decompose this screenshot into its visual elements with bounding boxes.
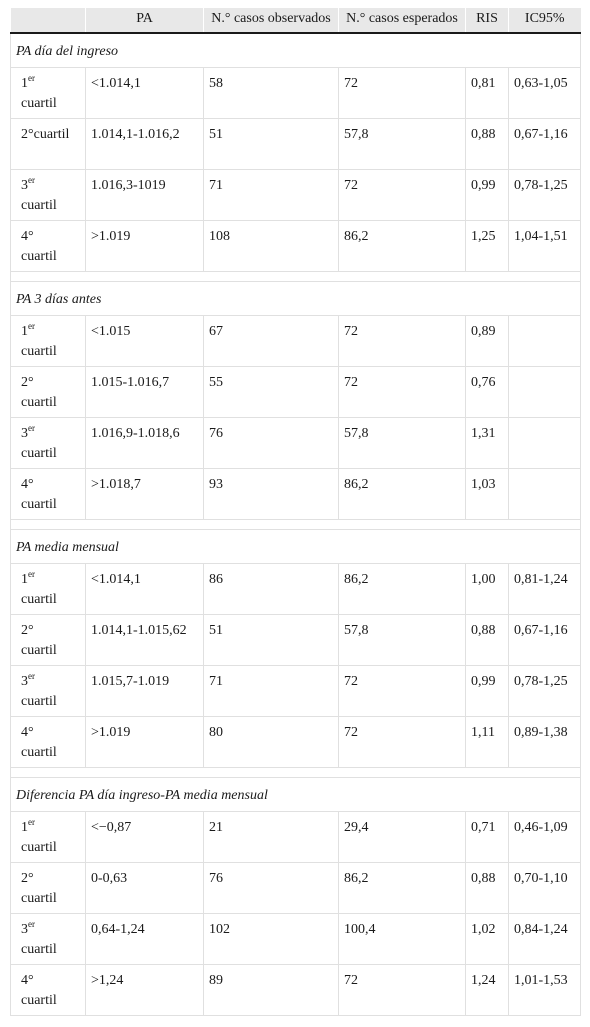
ic95-cell: 0,84-1,24 xyxy=(509,914,581,965)
quartile-cell xyxy=(11,367,86,418)
quartile-label: cuartil xyxy=(21,497,57,512)
pa-range-cell: <1.014,1 xyxy=(86,68,204,119)
ic95-cell: 0,63-1,05 xyxy=(509,68,581,119)
quartile-label: cuartil xyxy=(21,694,57,709)
section-spacer xyxy=(11,520,581,530)
observed-cases-cell: 102 xyxy=(204,914,339,965)
quartile-label: cuartil xyxy=(21,198,57,213)
pa-range-cell: >1.018,7 xyxy=(86,469,204,520)
table-row xyxy=(11,367,581,418)
observed-cases-cell: 51 xyxy=(204,615,339,666)
table-row xyxy=(11,914,581,965)
quartile-ordinal-suffix: er xyxy=(28,321,35,331)
quartile-label: cuartil xyxy=(21,942,57,957)
pa-range-cell: 1.014,1-1.015,62 xyxy=(86,615,204,666)
ris-cell: 1,24 xyxy=(466,965,509,1016)
quartile-number: 3 xyxy=(21,674,28,689)
quartile-ordinal-suffix: er xyxy=(28,569,35,579)
quartile-number: 3 xyxy=(21,922,28,937)
section-spacer xyxy=(11,272,581,282)
table-body xyxy=(11,33,581,1016)
quartile-number: 2° xyxy=(21,623,34,638)
quartile-label: cuartil xyxy=(21,344,57,359)
section-header-row xyxy=(11,33,581,68)
quartile-number: 4° xyxy=(21,725,34,740)
table-row xyxy=(11,863,581,914)
quartile-cell xyxy=(11,717,86,768)
quartile-label: cuartil xyxy=(21,745,57,760)
table-row xyxy=(11,170,581,221)
table-row xyxy=(11,564,581,615)
quartile-ordinal-suffix: er xyxy=(28,73,35,83)
ic95-cell: 1,04-1,51 xyxy=(509,221,581,272)
ris-cell: 0,88 xyxy=(466,119,509,170)
quartile-label: cuartil xyxy=(21,891,57,906)
ic95-cell: 0,81-1,24 xyxy=(509,564,581,615)
expected-cases-cell: 86,2 xyxy=(339,469,466,520)
ris-cell: 0,88 xyxy=(466,615,509,666)
spacer-cell xyxy=(11,520,581,530)
pa-range-cell: >1.019 xyxy=(86,717,204,768)
quartile-label: cuartil xyxy=(21,96,57,111)
observed-cases-cell: 89 xyxy=(204,965,339,1016)
pa-range-cell: >1.019 xyxy=(86,221,204,272)
ris-cell: 0,99 xyxy=(466,666,509,717)
quartile-ordinal-suffix: er xyxy=(28,175,35,185)
section-title: PA día del ingreso xyxy=(11,33,581,68)
observed-cases-cell: 93 xyxy=(204,469,339,520)
ic95-cell xyxy=(509,418,581,469)
quartile-label: cuartil xyxy=(21,395,57,410)
section-title: Diferencia PA día ingreso-PA media mensual xyxy=(11,778,581,812)
table-row xyxy=(11,615,581,666)
pa-range-cell: <−0,87 xyxy=(86,812,204,863)
spacer-cell xyxy=(11,272,581,282)
pa-range-cell: 1.015-1.016,7 xyxy=(86,367,204,418)
ris-cell: 1,31 xyxy=(466,418,509,469)
ic95-cell: 0,67-1,16 xyxy=(509,119,581,170)
ris-cell: 0,88 xyxy=(466,863,509,914)
expected-cases-cell: 86,2 xyxy=(339,221,466,272)
quartile-number: 1 xyxy=(21,572,28,587)
quartile-cell xyxy=(11,119,86,170)
quartile-ordinal-suffix: er xyxy=(28,671,35,681)
quartile-number: 4° xyxy=(21,477,34,492)
ic95-cell: 0,46-1,09 xyxy=(509,812,581,863)
quartile-number: 4° xyxy=(21,973,34,988)
quartile-number: 2° xyxy=(21,871,34,886)
observed-cases-cell: 108 xyxy=(204,221,339,272)
ris-cell: 1,03 xyxy=(466,469,509,520)
quartile-number: 1 xyxy=(21,324,28,339)
quartile-label: cuartil xyxy=(21,446,57,461)
quartile-label: cuartil xyxy=(21,249,57,264)
quartile-cell xyxy=(11,965,86,1016)
section-header-row xyxy=(11,282,581,316)
table-row xyxy=(11,221,581,272)
expected-cases-cell: 72 xyxy=(339,965,466,1016)
ic95-cell: 0,78-1,25 xyxy=(509,170,581,221)
quartile-label: 2°cuartil xyxy=(21,127,70,142)
table-header xyxy=(11,8,581,33)
ris-cell: 1,02 xyxy=(466,914,509,965)
section-title: PA 3 días antes xyxy=(11,282,581,316)
table-row xyxy=(11,812,581,863)
pa-range-cell: 0-0,63 xyxy=(86,863,204,914)
expected-cases-cell: 29,4 xyxy=(339,812,466,863)
quartile-cell xyxy=(11,418,86,469)
ris-cell: 0,76 xyxy=(466,367,509,418)
observed-cases-cell: 55 xyxy=(204,367,339,418)
quartile-cell xyxy=(11,812,86,863)
pa-range-cell: 0,64-1,24 xyxy=(86,914,204,965)
expected-cases-cell: 86,2 xyxy=(339,863,466,914)
quartile-ordinal-suffix: er xyxy=(28,423,35,433)
table-row xyxy=(11,965,581,1016)
ris-cell: 1,00 xyxy=(466,564,509,615)
ic95-cell xyxy=(509,316,581,367)
observed-cases-cell: 71 xyxy=(204,666,339,717)
header-cell-ris: RIS xyxy=(466,8,509,33)
table-row xyxy=(11,316,581,367)
header-cell-pa: PA xyxy=(86,8,204,33)
quartile-cell xyxy=(11,316,86,367)
pa-range-cell: 1.016,9-1.018,6 xyxy=(86,418,204,469)
header-cell-ic95: IC95% xyxy=(509,8,581,33)
quartile-ordinal-suffix: er xyxy=(28,919,35,929)
section-header-row xyxy=(11,778,581,812)
expected-cases-cell: 72 xyxy=(339,666,466,717)
quartile-label: cuartil xyxy=(21,643,57,658)
pa-range-cell: <1.015 xyxy=(86,316,204,367)
pa-range-cell: >1,24 xyxy=(86,965,204,1016)
observed-cases-cell: 71 xyxy=(204,170,339,221)
ic95-cell: 0,78-1,25 xyxy=(509,666,581,717)
observed-cases-cell: 58 xyxy=(204,68,339,119)
quartile-number: 3 xyxy=(21,426,28,441)
ris-cell: 0,99 xyxy=(466,170,509,221)
pa-range-cell: 1.014,1-1.016,2 xyxy=(86,119,204,170)
quartile-ordinal-suffix: er xyxy=(28,817,35,827)
quartile-number: 1 xyxy=(21,76,28,91)
observed-cases-cell: 80 xyxy=(204,717,339,768)
expected-cases-cell: 72 xyxy=(339,316,466,367)
ris-cell: 0,89 xyxy=(466,316,509,367)
ris-cell: 1,11 xyxy=(466,717,509,768)
quartile-cell xyxy=(11,564,86,615)
ic95-cell: 0,89-1,38 xyxy=(509,717,581,768)
quartile-cell xyxy=(11,666,86,717)
quartile-number: 1 xyxy=(21,820,28,835)
observed-cases-cell: 67 xyxy=(204,316,339,367)
header-row xyxy=(11,8,581,33)
header-cell-observed: N.° casos observados xyxy=(204,8,339,33)
ic95-cell xyxy=(509,469,581,520)
spacer-cell xyxy=(11,768,581,778)
quartile-cell xyxy=(11,170,86,221)
quartile-cell xyxy=(11,68,86,119)
expected-cases-cell: 57,8 xyxy=(339,418,466,469)
expected-cases-cell: 100,4 xyxy=(339,914,466,965)
expected-cases-cell: 72 xyxy=(339,68,466,119)
expected-cases-cell: 72 xyxy=(339,717,466,768)
pa-range-cell: 1.016,3-1019 xyxy=(86,170,204,221)
quartile-label: cuartil xyxy=(21,592,57,607)
pa-range-cell: <1.014,1 xyxy=(86,564,204,615)
table-row xyxy=(11,469,581,520)
data-table xyxy=(10,8,581,1016)
observed-cases-cell: 86 xyxy=(204,564,339,615)
ic95-cell: 1,01-1,53 xyxy=(509,965,581,1016)
expected-cases-cell: 72 xyxy=(339,170,466,221)
table-row xyxy=(11,717,581,768)
ic95-cell: 0,70-1,10 xyxy=(509,863,581,914)
ris-cell: 0,71 xyxy=(466,812,509,863)
observed-cases-cell: 76 xyxy=(204,863,339,914)
ris-cell: 0,81 xyxy=(466,68,509,119)
ic95-cell: 0,67-1,16 xyxy=(509,615,581,666)
quartile-cell xyxy=(11,615,86,666)
ris-cell: 1,25 xyxy=(466,221,509,272)
expected-cases-cell: 57,8 xyxy=(339,119,466,170)
pa-range-cell: 1.015,7-1.019 xyxy=(86,666,204,717)
quartile-cell xyxy=(11,914,86,965)
section-header-row xyxy=(11,530,581,564)
quartile-number: 3 xyxy=(21,178,28,193)
section-spacer xyxy=(11,768,581,778)
table-row xyxy=(11,418,581,469)
ic95-cell xyxy=(509,367,581,418)
quartile-label: cuartil xyxy=(21,840,57,855)
expected-cases-cell: 86,2 xyxy=(339,564,466,615)
quartile-cell xyxy=(11,469,86,520)
quartile-cell xyxy=(11,221,86,272)
quartile-number: 2° xyxy=(21,375,34,390)
header-cell-quartile xyxy=(11,8,86,33)
section-title: PA media mensual xyxy=(11,530,581,564)
table-row xyxy=(11,666,581,717)
table-row xyxy=(11,68,581,119)
expected-cases-cell: 57,8 xyxy=(339,615,466,666)
table-row xyxy=(11,119,581,170)
quartile-cell xyxy=(11,863,86,914)
quartile-label: cuartil xyxy=(21,993,57,1008)
expected-cases-cell: 72 xyxy=(339,367,466,418)
quartile-number: 4° xyxy=(21,229,34,244)
observed-cases-cell: 76 xyxy=(204,418,339,469)
header-cell-expected: N.° casos esperados xyxy=(339,8,466,33)
observed-cases-cell: 21 xyxy=(204,812,339,863)
observed-cases-cell: 51 xyxy=(204,119,339,170)
